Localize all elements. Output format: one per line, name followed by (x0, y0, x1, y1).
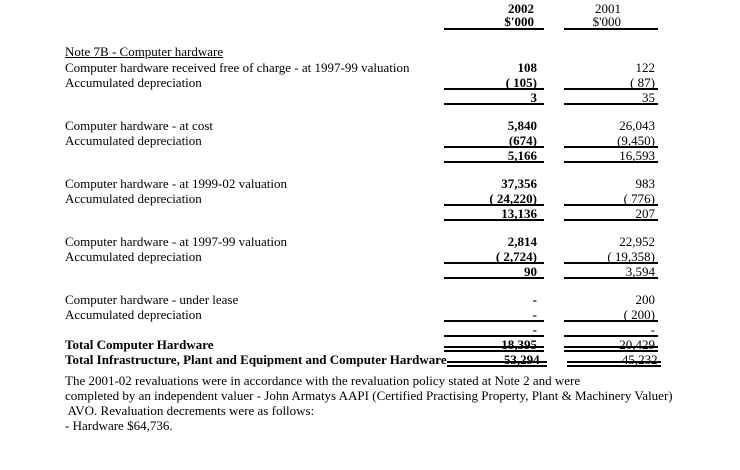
grand-total-row (0, 352, 740, 367)
table-row (0, 118, 740, 133)
footnote-line: completed by an independent valuer - John Armatys AAPI (Certified Practising Property, Plant & Machinery Valuer) (65, 388, 673, 403)
row-label: Computer hardware received free of charge - at 1997-99 valuation (65, 60, 410, 75)
row-label: Computer hardware - at cost (65, 118, 214, 133)
column-header-2001 (564, 0, 658, 30)
value-2001: 983 (635, 176, 655, 191)
table-row (0, 176, 740, 191)
header-spacer (65, 0, 444, 30)
value-2002: ( 2,724) (444, 249, 544, 264)
unit-2001-label: $'000 (592, 14, 621, 29)
row-label (65, 206, 444, 221)
value-2001: ( 776) (564, 191, 658, 206)
subtotal-row (0, 148, 740, 163)
value-2001: 35 (564, 90, 658, 105)
footnote-line: The 2001-02 revaluations were in accordance with the revaluation policy stated at Note 2 and were (65, 373, 581, 388)
year-2002-label: 2002 (508, 1, 534, 16)
unit-2002-label: $'000 (504, 14, 534, 29)
table-row (0, 249, 740, 264)
value-2001: ( 19,358) (564, 249, 658, 264)
value-2001: 45,232 (567, 352, 661, 367)
value-2001: 122 (635, 60, 655, 75)
value-2001: 22,952 (619, 234, 655, 249)
value-2002: - (444, 322, 544, 337)
column-gap (544, 0, 564, 30)
year-2001-label: 2001 (595, 1, 621, 16)
value-2002: ( 105) (444, 75, 544, 90)
note-heading: Note 7B - Computer hardware (65, 44, 224, 59)
value-2002: 5,840 (507, 118, 537, 133)
row-label (65, 90, 444, 105)
value-2001: ( 87) (564, 75, 658, 90)
value-2002: - (532, 292, 537, 307)
value-2001: 16,593 (564, 148, 658, 163)
row-label: Total Computer Hardware (65, 337, 214, 352)
row-label: Accumulated depreciation (65, 133, 202, 148)
value-2001: ( 200) (564, 307, 658, 322)
row-label: Computer hardware - under lease (65, 292, 239, 307)
table-row (0, 292, 740, 307)
subtotal-row (0, 206, 740, 221)
revaluation-footnote (65, 373, 740, 433)
table-row (0, 75, 740, 90)
value-2002: 53,294 (447, 352, 547, 367)
value-2002: 13,136 (444, 206, 544, 221)
value-2002: ( 24,220) (444, 191, 544, 206)
subtotal-row (0, 322, 740, 337)
table-row (0, 234, 740, 249)
row-label: Computer hardware - at 1997-99 valuation (65, 234, 288, 249)
value-2001: (9,450) (564, 133, 658, 148)
subtotal-row (0, 90, 740, 105)
row-label (65, 322, 444, 337)
value-2001: - (564, 322, 658, 337)
table-row (0, 307, 740, 322)
total-computer-hardware-row (0, 337, 740, 352)
value-2002: 3 (444, 90, 544, 105)
value-2001: 207 (564, 206, 658, 221)
value-2002: 37,356 (501, 176, 537, 191)
value-2002: 90 (444, 264, 544, 279)
value-2001: 3,594 (564, 264, 658, 279)
value-2002: 5,166 (444, 148, 544, 163)
value-2001: 26,043 (619, 118, 655, 133)
value-2001: 200 (635, 292, 655, 307)
table-header-row (0, 0, 740, 30)
table-row (0, 191, 740, 206)
footnote-line: AVO. Revaluation decrements were as follows: (65, 403, 315, 418)
row-label: Accumulated depreciation (65, 191, 202, 206)
value-2002: 18,395 (444, 337, 544, 352)
value-2002: (674) (444, 133, 544, 148)
value-2002: - (444, 307, 544, 322)
footnote-line: - Hardware $64,736. (65, 418, 173, 433)
value-2002: 108 (517, 60, 537, 75)
row-label: Accumulated depreciation (65, 75, 202, 90)
value-2001: 20,429 (564, 337, 658, 352)
row-label (65, 148, 444, 163)
row-label: Total Infrastructure, Plant and Equipment and Computer Hardware (65, 352, 447, 367)
table-row (0, 133, 740, 148)
row-label: Accumulated depreciation (65, 249, 202, 264)
row-label: Accumulated depreciation (65, 307, 202, 322)
column-header-2002 (444, 0, 544, 30)
subtotal-row (0, 264, 740, 279)
row-label (65, 264, 444, 279)
table-row (0, 60, 740, 75)
value-2002: 2,814 (507, 234, 537, 249)
row-label: Computer hardware - at 1999-02 valuation (65, 176, 288, 191)
